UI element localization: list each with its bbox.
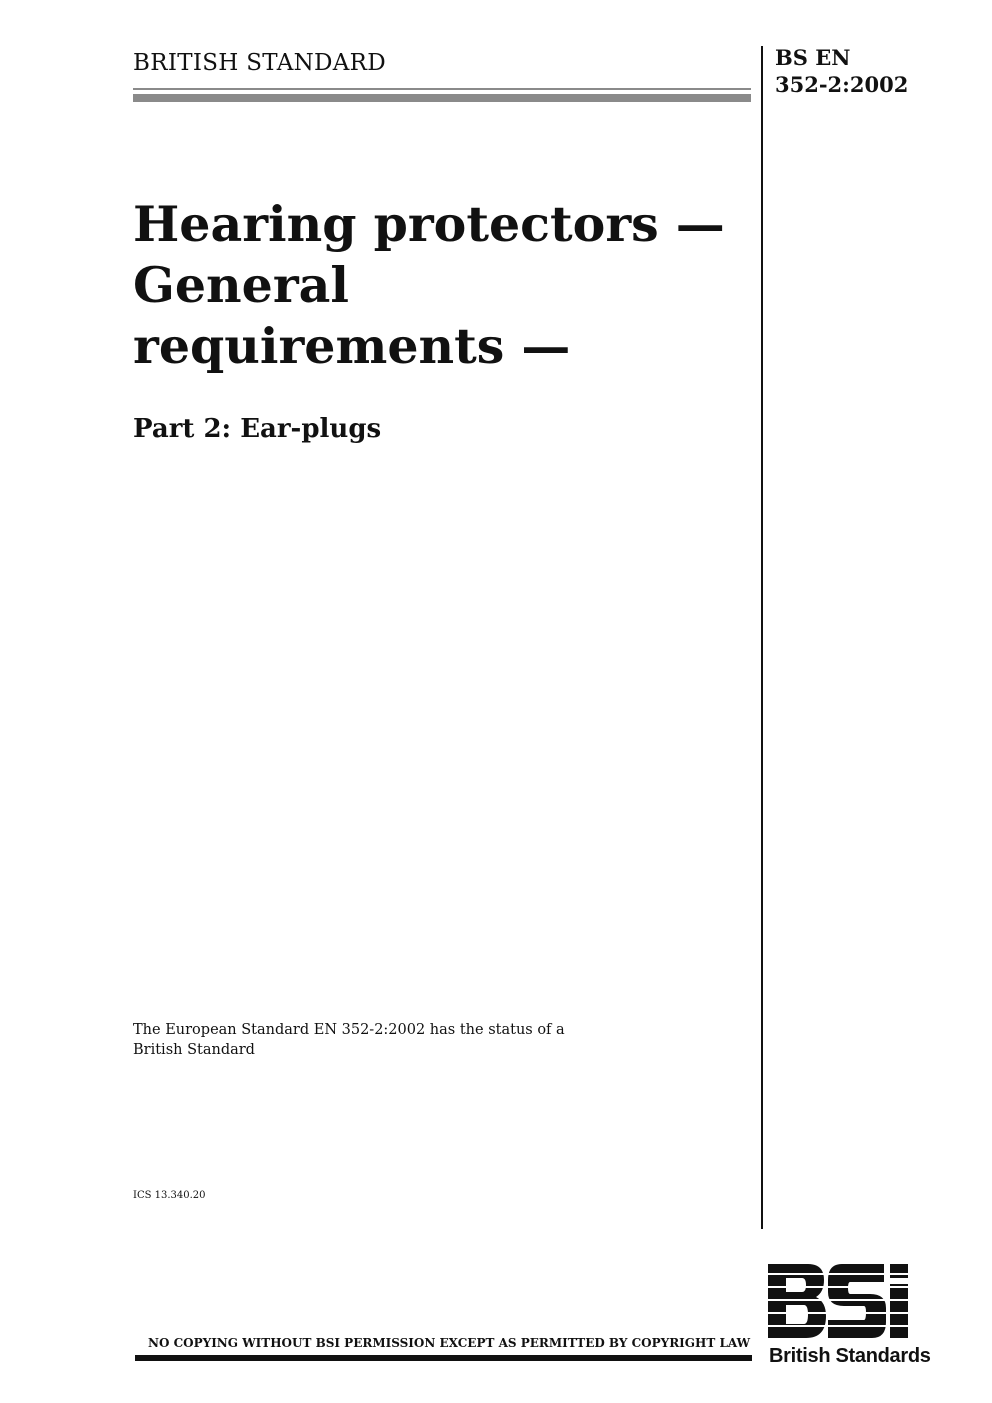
title-line1: Hearing protectors — [133,195,725,253]
standard-number-line1: BS EN [775,45,851,70]
copyright-notice: NO COPYING WITHOUT BSI PERMISSION EXCEPT AS PERMITTED BY COPYRIGHT LAW [148,1336,751,1350]
document-type-label: BRITISH STANDARD [133,50,387,76]
title-line2: General [133,256,350,314]
margin-divider [761,46,763,1229]
document-title [133,194,753,377]
standard-number-line2: 352-2:2002 [775,72,909,97]
standard-number [775,44,908,98]
document-subtitle: Part 2: Ear-plugs [133,414,382,444]
ics-code: ICS 13.340.20 [133,1190,206,1201]
status-note-line1: The European Standard EN 352-2:2002 has the status of a [133,1022,565,1038]
footer-rule [135,1355,752,1361]
status-note [133,1020,565,1060]
header-rule-thin [133,88,751,90]
title-line3: requirements — [133,317,571,375]
status-note-line2: British Standard [133,1042,255,1058]
header-rule-thick [133,94,751,102]
logo-caption: British Standards [769,1345,931,1367]
